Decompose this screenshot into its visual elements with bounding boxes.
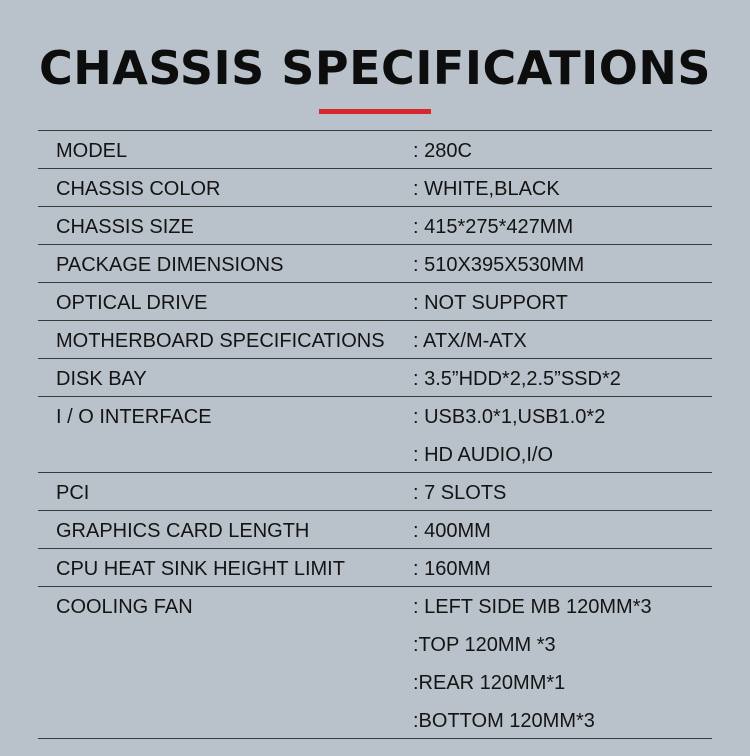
- spec-row-chassis-size: [38, 207, 712, 245]
- spec-label: PCI: [56, 482, 90, 504]
- spec-row-chassis-color: [38, 169, 712, 207]
- spec-value: : 160MM: [413, 558, 491, 580]
- spec-row-graphics-card-length: [38, 511, 712, 549]
- spec-value: : 510X395X530MM: [413, 254, 585, 276]
- spec-value: : 415*275*427MM: [413, 216, 574, 238]
- spec-value: : ATX/M-ATX: [413, 330, 527, 352]
- spec-value: :BOTTOM 120MM*3: [413, 710, 595, 732]
- spec-value: : 7 SLOTS: [413, 482, 507, 504]
- spec-row-motherboard: [38, 321, 712, 359]
- spec-value: : WHITE,BLACK: [413, 178, 560, 200]
- spec-value: :TOP 120MM *3: [413, 634, 556, 656]
- spec-label: DISK BAY: [56, 368, 147, 390]
- spec-label: PACKAGE DIMENSIONS: [56, 254, 284, 276]
- spec-label: MOTHERBOARD SPECIFICATIONS: [56, 330, 385, 352]
- spec-value: : 400MM: [413, 520, 491, 542]
- spec-label: CHASSIS SIZE: [56, 216, 194, 238]
- spec-row-cooling-fan: [38, 587, 712, 739]
- title-accent-bar: [319, 109, 431, 114]
- spec-value: : USB3.0*1,USB1.0*2: [413, 406, 606, 428]
- spec-label: MODEL: [56, 140, 128, 162]
- spec-label: I / O INTERFACE: [56, 406, 212, 428]
- spec-row-optical-drive: [38, 283, 712, 321]
- spec-label: CPU HEAT SINK HEIGHT LIMIT: [56, 558, 345, 580]
- spec-value: : 280C: [413, 140, 472, 162]
- spec-row-io-interface: [38, 397, 712, 473]
- spec-row-pci: [38, 473, 712, 511]
- specs-table: [38, 130, 712, 739]
- spec-value: :REAR 120MM*1: [413, 672, 566, 694]
- spec-value: : HD AUDIO,I/O: [413, 444, 554, 466]
- spec-value: : LEFT SIDE MB 120MM*3: [413, 596, 652, 618]
- spec-row-disk-bay: [38, 359, 712, 397]
- spec-value: : 3.5”HDD*2,2.5”SSD*2: [413, 368, 621, 390]
- spec-label: OPTICAL DRIVE: [56, 292, 208, 314]
- page-title: CHASSIS SPECIFICATIONS: [38, 41, 711, 95]
- spec-row-package-dimensions: [38, 245, 712, 283]
- spec-label: CHASSIS COLOR: [56, 178, 221, 200]
- spec-row-model: [38, 131, 712, 169]
- spec-label: GRAPHICS CARD LENGTH: [56, 520, 310, 542]
- spec-value: : NOT SUPPORT: [413, 292, 568, 314]
- spec-row-cpu-heat-sink: [38, 549, 712, 587]
- spec-label: COOLING FAN: [56, 596, 193, 618]
